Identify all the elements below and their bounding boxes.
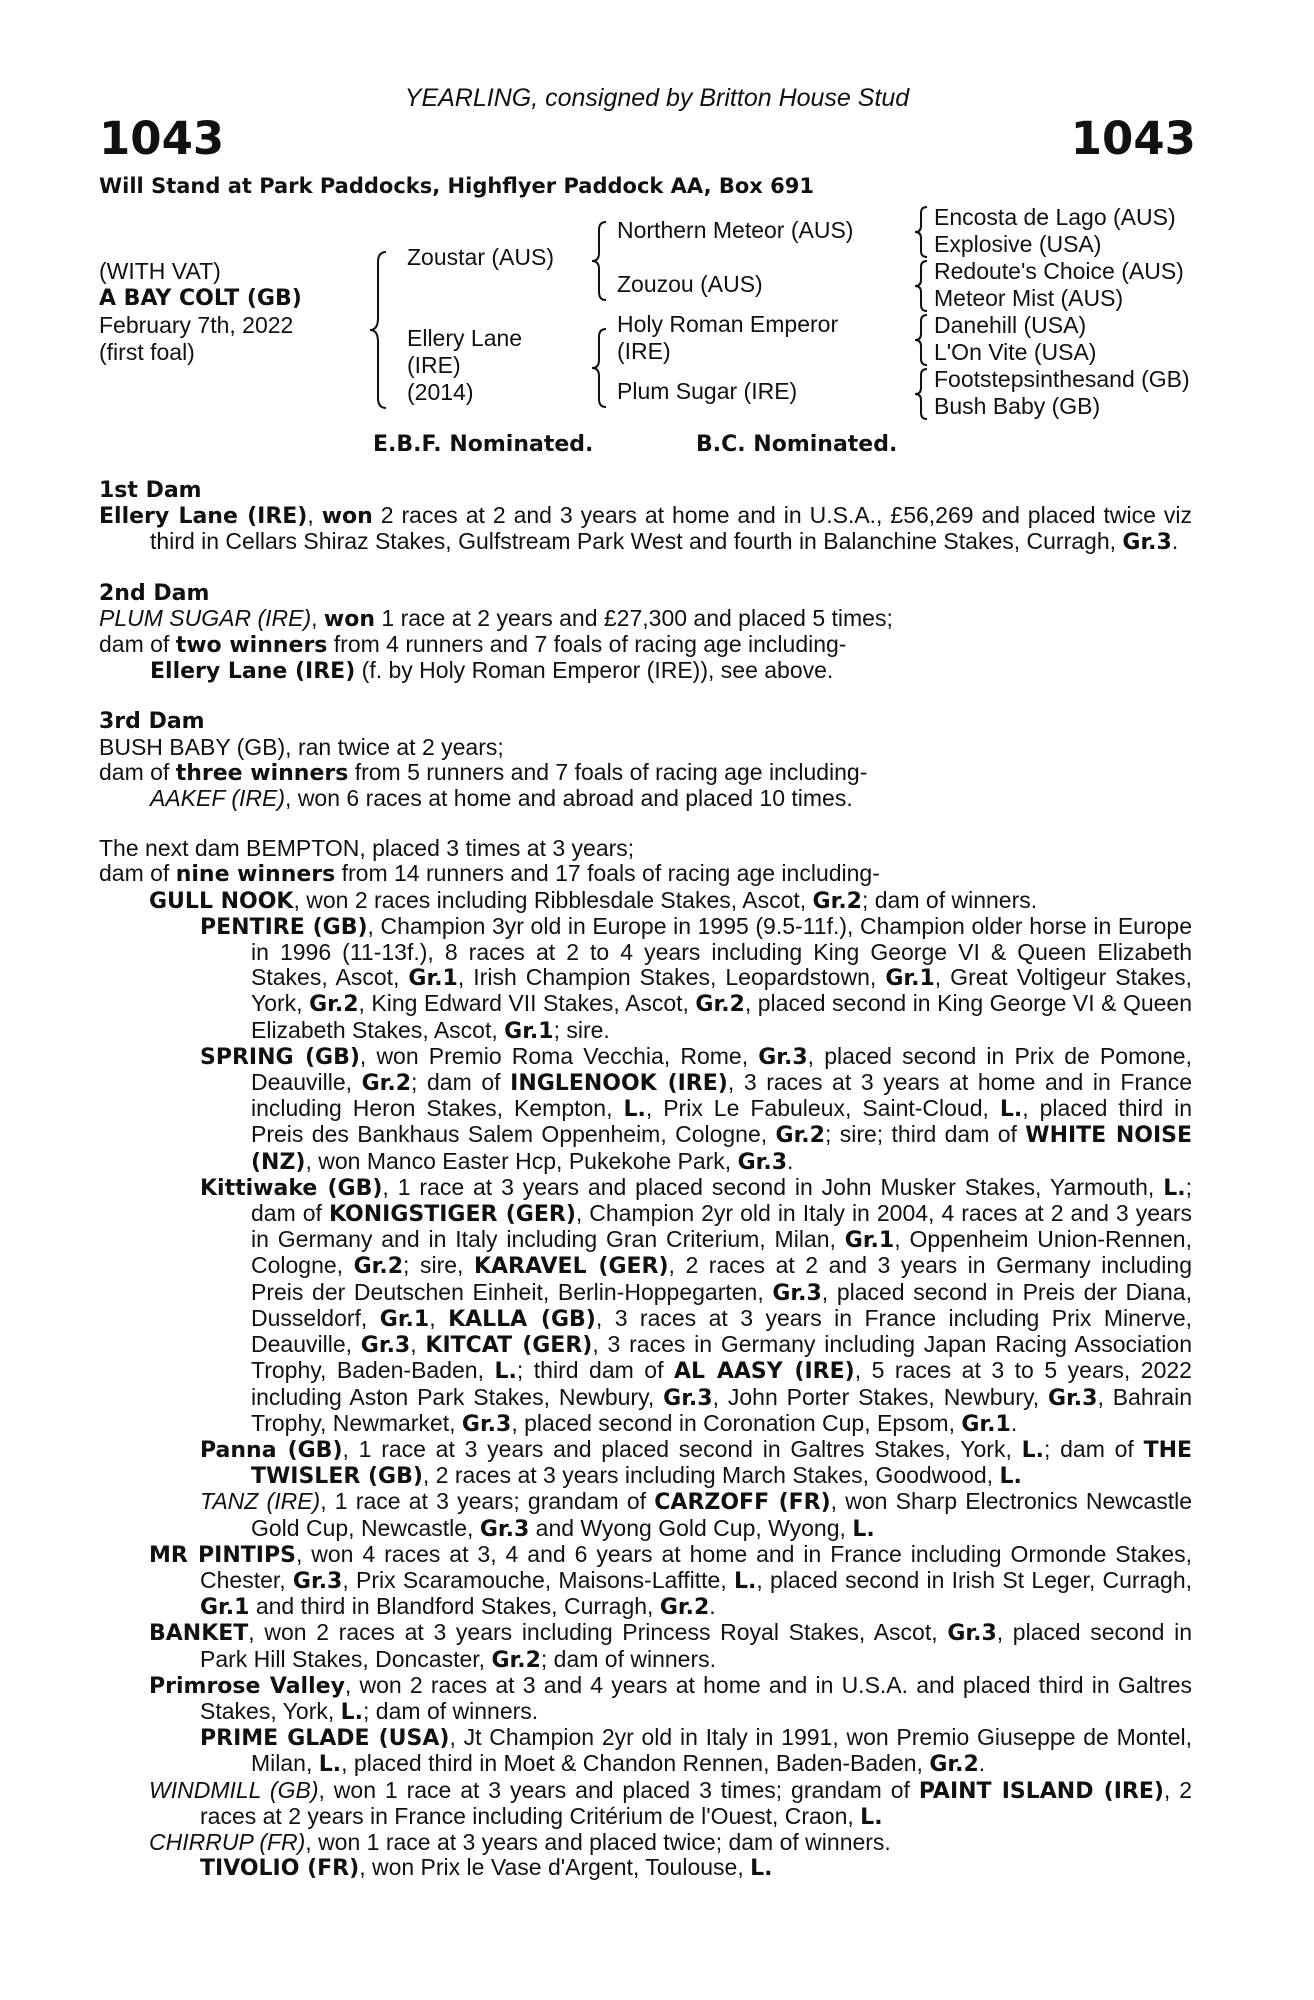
text-fragment: AL AASY (IRE) <box>674 1359 855 1385</box>
pedigree-brace-g1 <box>913 205 931 259</box>
third-dam-line1: BUSH BABY (GB), ran twice at 2 years; <box>99 733 504 760</box>
text-fragment: L. <box>1163 1175 1186 1201</box>
pedigree-brace-sire <box>590 220 610 302</box>
text-fragment: ; sire; third dam of <box>824 1121 1026 1148</box>
text-fragment: 2 races at 2 and 3 years at home and in U.S.A., £56,269 and placed twice viz third in Cellars Shiraz Stakes, Gulfstream Park West and fourth in Balanchine Stakes, Curragh, <box>150 502 1192 555</box>
text-fragment: , won 2 races at 3 years including Princess Royal Stakes, Ascot, <box>248 1619 948 1646</box>
third-dam-progeny <box>99 786 1192 811</box>
text-fragment: ; dam of winners. <box>363 1697 539 1724</box>
text-fragment: CHIRRUP (FR) <box>149 1828 306 1855</box>
pedigree-g4: Meteor Mist (AUS) <box>934 285 1124 311</box>
text-fragment: GULL NOOK <box>149 888 294 914</box>
text-fragment: , Prix Le Fabuleux, Saint-Cloud, <box>645 1095 1000 1122</box>
text-fragment: 1 race at 2 years and £27,300 and placed 5 times; <box>375 604 893 631</box>
text-fragment: , placed second in Park Hill Stakes, Doncaster, <box>200 1619 1192 1672</box>
horse-note: (first foal) <box>99 339 195 365</box>
text-fragment: Gr.1 <box>885 966 935 992</box>
first-dam-won: won <box>321 504 373 530</box>
text-fragment: Gr.2 <box>353 1254 404 1280</box>
text-fragment: Gr.3 <box>360 1333 411 1359</box>
text-fragment: . <box>709 1593 716 1620</box>
text-fragment: . <box>1171 528 1179 555</box>
text-fragment: , won 1 race at 3 years and placed 3 times; grandam of <box>318 1776 919 1803</box>
next-dam-line1: The next dam BEMPTON, placed 3 times at 3 years; <box>99 835 635 862</box>
text-fragment: , Prix Scaramouche, Maisons-Laffitte, <box>342 1566 734 1593</box>
text-fragment: TANZ (IRE) <box>200 1488 321 1515</box>
text-fragment: , placed third in Preis des Bankhaus Salem Oppenheim, Cologne, <box>251 1095 1192 1148</box>
lot-number-left: 1043 <box>99 112 225 165</box>
text-fragment: Gr.2 <box>309 992 359 1018</box>
text-fragment: , placed second in Prix de Pomone, Deauville, <box>251 1042 1192 1096</box>
text-fragment: Gr.2 <box>695 992 745 1018</box>
third-dam-heading: 3rd Dam <box>99 709 205 735</box>
text-fragment: L. <box>494 1359 517 1385</box>
text-fragment: , placed second in Coronation Cup, Epsom, <box>511 1409 962 1436</box>
text-fragment: , <box>429 1304 449 1331</box>
text-fragment: Gr.3 <box>947 1621 997 1647</box>
text-fragment: , 3 races at 3 years at home and in France including Heron Stakes, Kempton, <box>251 1069 1193 1122</box>
text-fragment: Primrose Valley <box>149 1673 345 1699</box>
text-fragment: , Bahrain Trophy, Newmarket, <box>251 1383 1192 1436</box>
pedigree-g5: Danehill (USA) <box>934 312 1087 338</box>
text-fragment: , placed second in Irish St Leger, Curragh, <box>756 1566 1193 1593</box>
text-fragment: , won 4 races at 3, 4 and 6 years at home and in France including Ormonde Stakes, Chester, <box>200 1540 1193 1593</box>
text-fragment: , won 1 race at 3 years and placed twice; dam of winners. <box>305 1828 891 1855</box>
text-fragment: Panna (GB) <box>200 1437 343 1463</box>
text-fragment: L. <box>999 1464 1022 1490</box>
text-fragment: , Irish Champion Stakes, Leopardstown, <box>457 964 886 991</box>
text-fragment: SPRING (GB) <box>200 1044 360 1070</box>
text-fragment: ; dam of <box>411 1069 511 1096</box>
pedigree-body <box>99 478 1192 1881</box>
text-fragment: two winners <box>175 633 328 659</box>
family-entry-primrose-valley <box>99 1673 1192 1725</box>
pedigree-g1: Encosta de Lago (AUS) <box>934 204 1176 230</box>
text-fragment: KALLA (GB) <box>448 1306 596 1332</box>
text-fragment: , won 2 races including Ribblesdale Stakes, Ascot, <box>293 886 813 913</box>
ebf-nominated: E.B.F. Nominated. <box>373 432 594 457</box>
text-fragment: Gr.3 <box>1122 530 1172 556</box>
horse-dob: February 7th, 2022 <box>99 312 294 338</box>
family-entry-gull-nook <box>99 888 1192 914</box>
text-fragment: Gr.2 <box>491 1647 541 1673</box>
text-fragment: and Wyong Gold Cup, Wyong, <box>529 1514 853 1541</box>
pedigree-g7: Footstepsinthesand (GB) <box>934 366 1190 392</box>
catalogue-title: YEARLING, consigned by Britton House Stud <box>404 84 910 112</box>
text-fragment: , Champion 2yr old in Italy in 2004, 4 races at 2 and 3 years in Germany and in Italy including Gran Criterium, Milan, <box>251 1200 1192 1253</box>
text-fragment: Gr.2 <box>659 1595 710 1621</box>
text-fragment: three winners <box>175 760 349 786</box>
text-fragment: , Great Voltigeur Stakes, York, <box>251 964 1192 1017</box>
text-fragment: INGLENOOK (IRE) <box>510 1071 728 1097</box>
text-fragment: Gr.2 <box>775 1123 825 1149</box>
second-dam-heading: 2nd Dam <box>99 580 210 606</box>
text-fragment: L. <box>340 1699 364 1725</box>
text-fragment: . <box>1010 1409 1018 1436</box>
stand-location: Will Stand at Park Paddocks, Highflyer Paddock AA, Box 691 <box>99 174 814 198</box>
text-fragment: KITCAT (GER) <box>425 1333 593 1359</box>
pedigree-dam-sire-line2: (IRE) <box>617 338 671 364</box>
pedigree-brace-g2 <box>913 259 931 313</box>
third-dam-line2 <box>99 760 1192 786</box>
pedigree-dam-sire-line1: Holy Roman Emperor <box>617 311 839 337</box>
pedigree-brace-dam <box>590 327 610 409</box>
text-fragment: Kittiwake (GB) <box>200 1175 383 1201</box>
text-fragment: . <box>978 1750 986 1777</box>
text-fragment: from 5 runners and 7 foals of racing age including- <box>348 758 868 785</box>
text-fragment: ; third dam of <box>516 1357 674 1384</box>
text-fragment: Gr.3 <box>663 1385 713 1411</box>
text-fragment: , Oppenheim Union-Rennen, Cologne, <box>251 1226 1192 1279</box>
family-entry-chirrup <box>99 1830 1192 1855</box>
text-fragment: PENTIRE (GB) <box>200 914 368 940</box>
text-fragment: ; dam of <box>251 1173 1192 1227</box>
pedigree-dam-dam: Plum Sugar (IRE) <box>617 378 798 404</box>
text-fragment: , 1 race at 3 years and placed second in Galtres Stakes, York, <box>342 1435 1022 1462</box>
text-fragment: Gr.1 <box>379 1306 430 1332</box>
text-fragment: , won Manco Easter Hcp, Pukekohe Park, <box>305 1147 738 1174</box>
text-fragment: Gr.3 <box>758 1044 808 1070</box>
text-fragment: THE TWISLER (GB) <box>251 1437 1193 1490</box>
text-fragment: , 3 races at 3 years in France including Prix Minerve, Deauville, <box>251 1304 1193 1358</box>
first-dam-paragraph: Ellery Lane (IRE), won 2 races at 2 and 3 years at home and in U.S.A., £56,269 and placed twice viz third in Cellars Shiraz Stakes, Gulfstream Park West and fourth in Balanchine Stakes, Curragh, Gr.3. <box>99 502 1192 556</box>
family-entry-windmill <box>99 1778 1192 1830</box>
text-fragment: L. <box>623 1097 646 1123</box>
text-fragment: (f. by Holy Roman Emperor (IRE)), see above. <box>355 657 834 684</box>
pedigree-dam-line2: (IRE) <box>407 352 461 378</box>
family-entry-tanz <box>99 1489 1192 1541</box>
vat-note: (WITH VAT) <box>99 258 221 284</box>
text-fragment: Gr.1 <box>961 1411 1011 1437</box>
text-fragment: , Jt Champion 2yr old in Italy in 1991, won Premio Giuseppe de Montel, Milan, <box>251 1724 1192 1777</box>
text-fragment: , 2 races at 2 years in France including Critérium de l'Ouest, Craon, <box>200 1776 1192 1829</box>
text-fragment: TIVOLIO (FR) <box>200 1856 360 1882</box>
pedigree-sire-sire: Northern Meteor (AUS) <box>617 217 854 243</box>
next-dam-line2 <box>99 861 1192 887</box>
text-fragment: Gr.3 <box>479 1516 530 1542</box>
horse-name: A BAY COLT (GB) <box>99 286 302 311</box>
text-fragment: Gr.1 <box>408 966 458 992</box>
pedigree-g6: L'On Vite (USA) <box>934 339 1097 365</box>
text-fragment: , King Edward VII Stakes, Ascot, <box>358 990 696 1017</box>
text-fragment: , 3 races in Germany including Japan Racing Association Trophy, Baden-Baden, <box>251 1331 1192 1384</box>
pedigree-brace-g3 <box>913 313 931 367</box>
pedigree-g8: Bush Baby (GB) <box>934 393 1101 419</box>
text-fragment: Gr.3 <box>292 1568 343 1594</box>
second-dam-name: PLUM SUGAR (IRE) <box>99 604 312 631</box>
text-fragment: MR PINTIPS <box>149 1542 296 1568</box>
text-fragment: , 1 race at 3 years; grandam of <box>320 1488 655 1515</box>
family-entry-pentire <box>99 914 1192 1044</box>
pedigree-brace-g4 <box>913 367 931 421</box>
text-fragment: L. <box>999 1097 1023 1123</box>
family-entry-tivolio <box>99 1855 1192 1881</box>
first-dam-name: Ellery Lane (IRE) <box>99 504 308 530</box>
text-fragment: Gr.3 <box>772 1280 822 1306</box>
family-entry-kittiwake <box>99 1175 1192 1437</box>
text-fragment: Gr.1 <box>504 1018 554 1044</box>
pedigree-sire: Zoustar (AUS) <box>407 244 554 270</box>
text-fragment: , Champion 3yr old in Europe in 1995 (9.5-11f.), Champion older horse in Europe in 1996 (11-13f.), 8 races at 2 to 4 years including King George VI & Queen Elizabeth Stakes, Ascot, <box>251 912 1193 991</box>
text-fragment: , placed third in Moet & Chandon Rennen, Baden-Baden, <box>341 1750 930 1777</box>
family-entry-prime-glade <box>99 1725 1192 1777</box>
text-fragment: Gr.1 <box>200 1595 250 1621</box>
text-fragment: and third in Blandford Stakes, Curragh, <box>249 1593 660 1620</box>
text-fragment: from 14 runners and 17 foals of racing age including- <box>335 860 880 887</box>
text-fragment: dam of <box>99 631 176 658</box>
pedigree-dam-line1: Ellery Lane <box>407 325 523 351</box>
second-dam-line1: PLUM SUGAR (IRE), won 1 race at 2 years and £27,300 and placed 5 times; <box>99 604 893 632</box>
text-fragment: , won 6 races at home and abroad and placed 10 times. <box>285 785 853 812</box>
text-fragment: Gr.2 <box>361 1071 412 1097</box>
pedigree-g2: Explosive (USA) <box>934 231 1102 257</box>
text-fragment: Ellery Lane (IRE) <box>150 659 356 685</box>
text-fragment: ; dam of winners. <box>540 1645 717 1672</box>
text-fragment: . <box>787 1147 794 1174</box>
text-fragment: WHITE NOISE (NZ) <box>251 1123 1193 1175</box>
text-fragment: nine winners <box>175 862 336 888</box>
text-fragment: Gr.3 <box>1048 1385 1098 1411</box>
text-fragment: KONIGSTIGER (GER) <box>328 1202 576 1228</box>
pedigree-dam-line3: (2014) <box>407 379 474 405</box>
text-fragment: WINDMILL (GB) <box>149 1776 319 1803</box>
text-fragment: dam of <box>99 860 176 887</box>
pedigree-brace-main <box>368 250 390 410</box>
lot-number-right: 1043 <box>1070 112 1196 165</box>
text-fragment: , John Porter Stakes, Newbury, <box>712 1383 1049 1410</box>
text-fragment: L. <box>750 1856 773 1882</box>
pedigree-sire-dam: Zouzou (AUS) <box>617 271 763 297</box>
second-dam-line2 <box>99 632 1192 658</box>
text-fragment: , won Premio Roma Vecchia, Rome, <box>359 1042 759 1069</box>
text-fragment: ; sire. <box>553 1016 610 1043</box>
text-fragment: Gr.2 <box>812 888 862 914</box>
text-fragment: dam of <box>99 758 176 785</box>
text-fragment: , won 2 races at 3 and 4 years at home and in U.S.A. and placed third in Galtres Stakes, York, <box>200 1671 1192 1724</box>
bc-nominated: B.C. Nominated. <box>696 432 898 457</box>
text-fragment: AAKEF (IRE) <box>150 785 286 812</box>
second-dam-progeny <box>99 658 1192 684</box>
text-fragment: Gr.3 <box>461 1411 512 1437</box>
text-fragment: , won Sharp Electronics Newcastle Gold Cup, Newcastle, <box>251 1488 1192 1541</box>
text-fragment: , <box>410 1331 426 1358</box>
text-fragment: , 5 races at 3 to 5 years, 2022 including Aston Park Stakes, Newbury, <box>251 1357 1192 1410</box>
text-fragment: L. <box>734 1568 757 1594</box>
text-fragment: , placed second in King George VI & Queen Elizabeth Stakes, Ascot, <box>251 990 1192 1043</box>
text-fragment: , 2 races at 2 and 3 years in Germany including Preis der Deutschen Einheit, Berlin-Hoppegarten, <box>251 1252 1192 1305</box>
text-fragment: , won Prix le Vase d'Argent, Toulouse, <box>359 1854 751 1881</box>
text-fragment: L. <box>1021 1437 1044 1463</box>
text-fragment: , 2 races at 3 years including March Stakes, Goodwood, <box>422 1462 1000 1489</box>
text-fragment: L. <box>318 1752 342 1778</box>
text-fragment: L. <box>860 1804 883 1830</box>
family-entry-panna <box>99 1437 1192 1489</box>
text-fragment: ; dam of <box>1044 1435 1144 1462</box>
text-fragment: ; sire, <box>403 1252 474 1279</box>
text-fragment: PAINT ISLAND (IRE) <box>918 1778 1164 1804</box>
family-entry-banket <box>99 1620 1192 1672</box>
text-fragment: , 1 race at 3 years and placed second in John Musker Stakes, Yarmouth, <box>382 1173 1164 1200</box>
text-fragment: won <box>323 606 376 632</box>
text-fragment: Gr.3 <box>737 1149 788 1175</box>
text-fragment: from 4 runners and 7 foals of racing age including- <box>327 631 847 658</box>
family-entry-mr-pintips <box>99 1542 1192 1621</box>
text-fragment: Gr.2 <box>929 1752 979 1778</box>
text-fragment: ; dam of winners. <box>861 886 1038 913</box>
text-fragment: BANKET <box>149 1621 249 1647</box>
text-fragment: L. <box>852 1516 875 1542</box>
text-fragment: CARZOFF (FR) <box>654 1490 831 1516</box>
text-fragment: PRIME GLADE (USA) <box>200 1726 450 1752</box>
text-fragment: Gr.1 <box>844 1228 895 1254</box>
pedigree-g3: Redoute's Choice (AUS) <box>934 258 1184 284</box>
family-entry-spring <box>99 1044 1192 1175</box>
text-fragment: KARAVEL (GER) <box>473 1254 669 1280</box>
first-dam-heading: 1st Dam <box>99 478 202 503</box>
text-fragment: , placed second in Preis der Diana, Dusseldorf, <box>251 1278 1192 1331</box>
